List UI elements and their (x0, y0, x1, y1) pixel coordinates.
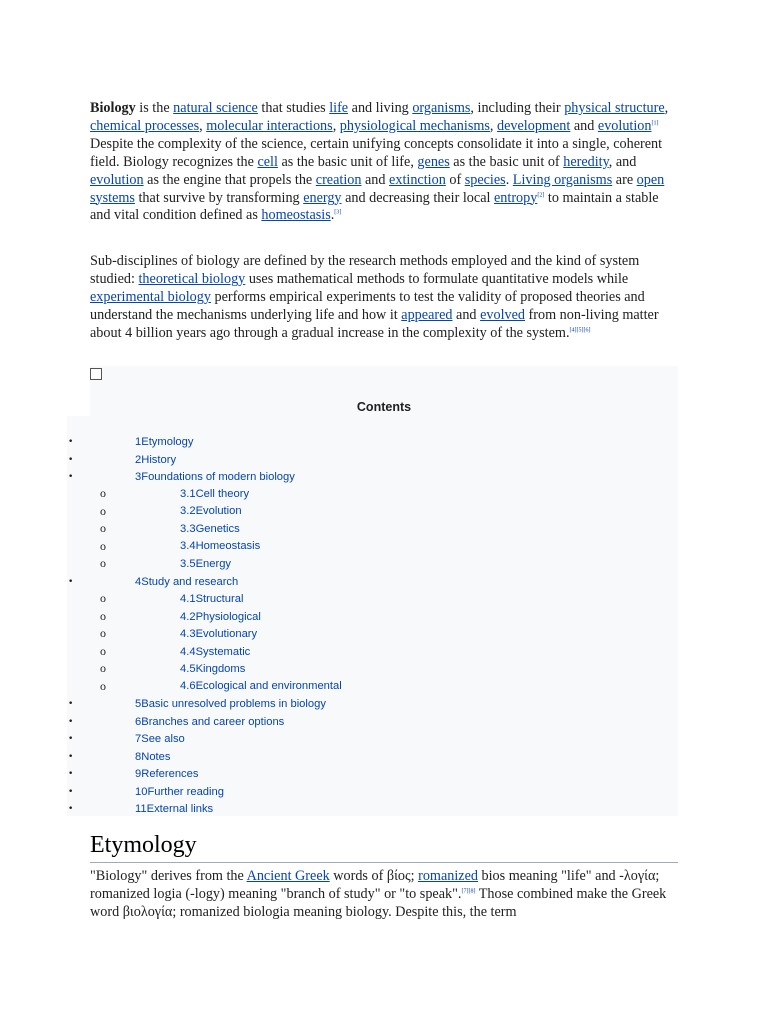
toc-bullet: • (68, 769, 74, 779)
link-development[interactable]: development (497, 117, 571, 134)
toc-number: 7 (135, 733, 142, 745)
toc-label: References (141, 768, 199, 780)
toc-number: 10 (135, 786, 148, 798)
link-appeared[interactable]: appeared (401, 306, 453, 323)
text: , and (608, 153, 637, 170)
link-romanized[interactable]: romanized (418, 868, 478, 884)
toc-item-genetics[interactable] (180, 523, 240, 535)
citation-link[interactable]: [4][5][6] (569, 326, 591, 333)
toc-sub-bullet: o (100, 539, 106, 553)
text: are (612, 171, 637, 188)
link-cell[interactable]: cell (257, 153, 278, 170)
toc-sub-bullet: o (100, 556, 106, 570)
toc-item-external-links[interactable] (135, 803, 213, 815)
text: that studies (257, 100, 330, 116)
link-creation[interactable]: creation (315, 171, 362, 188)
text: as the engine that propels the (143, 171, 316, 188)
toc-item-evolution[interactable] (180, 505, 242, 517)
toc-label: Genetics (195, 523, 240, 535)
link-heredity[interactable]: heredity (563, 153, 609, 170)
toc-bullet: • (68, 717, 74, 727)
toc-bullet: • (68, 577, 74, 587)
toc-item-unresolved-problems[interactable] (135, 698, 326, 710)
text: and (570, 117, 598, 134)
text: "Biology" derives from the (90, 868, 247, 884)
citation-link[interactable]: [2] (537, 191, 545, 198)
toc-number: 4.4 (180, 646, 196, 658)
text: and (361, 171, 390, 188)
toc-label: Notes (141, 751, 171, 763)
toc-number: 5 (135, 698, 142, 710)
text: . (505, 171, 513, 188)
link-ancient-greek[interactable]: Ancient Greek (246, 868, 330, 884)
toc-item-references[interactable] (135, 768, 198, 780)
link-theoretical-biology[interactable]: theoretical biology (138, 270, 246, 287)
toc-number: 2 (135, 454, 142, 466)
toc-sub-bullet: o (100, 504, 106, 518)
toc-item-evolutionary[interactable] (180, 628, 257, 640)
text: as the basic unit of life, (277, 153, 418, 170)
toc-label: Further reading (147, 786, 224, 798)
toc-item-history[interactable] (135, 454, 176, 466)
toc-sub-bullet: o (100, 626, 106, 640)
link-life[interactable]: life (329, 100, 349, 116)
link-evolution[interactable]: evolution (597, 117, 652, 134)
text: Those combined make the Greek word βιολογία; romanized biologia meaning biology. Despite this, the term (90, 885, 667, 920)
toc-bullet: • (68, 752, 74, 762)
text: , (199, 117, 207, 134)
link-species[interactable]: species (464, 171, 506, 188)
toc-number: 4.5 (180, 663, 196, 675)
toc-item-further-reading[interactable] (135, 786, 224, 798)
toc-item-ecological[interactable] (180, 680, 342, 692)
text: , including their (470, 100, 565, 116)
text: . (330, 207, 335, 224)
toc-bullet: • (68, 804, 74, 814)
text: is the (135, 100, 174, 116)
toc-number: 3.2 (180, 505, 196, 517)
link-molecular-interactions[interactable]: molecular interactions (206, 117, 333, 134)
toc-label: Branches and career options (141, 716, 285, 728)
toc-item-energy[interactable] (180, 558, 231, 570)
link-evolution-2[interactable]: evolution (90, 171, 144, 188)
toc-item-foundations[interactable] (135, 471, 295, 483)
toc-item-study-research[interactable] (135, 576, 238, 588)
toc-number: 3.1 (180, 488, 196, 500)
citation-ref[interactable] (334, 210, 341, 216)
intro-paragraph-2 (90, 253, 678, 343)
toc-item-etymology[interactable] (135, 436, 193, 448)
section-heading-etymology: Etymology (90, 830, 678, 863)
toc-number: 6 (135, 716, 142, 728)
etymology-paragraph (90, 868, 678, 922)
toc-label: Homeostasis (195, 540, 261, 552)
toc-label: Ecological and environmental (195, 680, 342, 692)
link-organisms[interactable]: organisms (412, 100, 471, 116)
toc-number: 3 (135, 471, 142, 483)
link-homeostasis[interactable]: homeostasis (261, 207, 331, 224)
toc-label: Basic unresolved problems in biology (141, 698, 326, 710)
toc-item-see-also[interactable] (135, 733, 185, 745)
toc-sub-bullet: o (100, 486, 106, 500)
toc-number: 9 (135, 768, 142, 780)
toc-number: 4.2 (180, 611, 196, 623)
toc-label: Structural (195, 593, 244, 605)
toc-item-systematic[interactable] (180, 646, 250, 658)
toc-bullet: • (68, 472, 74, 482)
citation-link[interactable]: [7][8] (461, 888, 476, 895)
toc-number: 8 (135, 751, 142, 763)
intro-paragraph-1 (90, 100, 678, 225)
link-physiological-mechanisms[interactable]: physiological mechanisms (339, 117, 490, 134)
toc-number: 3.3 (180, 523, 196, 535)
toc-item-structural[interactable] (180, 593, 243, 605)
citation-link[interactable]: [1] (651, 120, 659, 127)
toc-item-cell-theory[interactable] (180, 488, 249, 500)
toc-sub-bullet: o (100, 521, 106, 535)
toc-sub-bullet: o (100, 661, 106, 675)
link-entropy[interactable]: entropy (493, 189, 538, 206)
citation-ref[interactable] (651, 120, 658, 126)
toc-label: Cell theory (195, 488, 250, 500)
link-open-systems[interactable]: open systems (90, 171, 665, 206)
link-experimental-biology[interactable]: experimental biology (90, 288, 211, 305)
toc-item-notes[interactable] (135, 751, 170, 763)
citation-link[interactable]: [3] (334, 209, 342, 216)
text: and living (348, 100, 413, 116)
text: , (664, 100, 669, 116)
text: as the basic unit of (449, 153, 564, 170)
toc-item-homeostasis[interactable] (180, 540, 260, 552)
citation-ref[interactable] (570, 327, 591, 333)
toc-label: Evolutionary (195, 628, 258, 640)
citation-ref[interactable] (461, 888, 475, 894)
toc-number: 4.1 (180, 593, 196, 605)
toc-number: 3.5 (180, 558, 196, 570)
toc-item-branches[interactable] (135, 716, 284, 728)
toc-bullet: • (68, 699, 74, 709)
toc-item-physiological[interactable] (180, 611, 261, 623)
link-evolved[interactable]: evolved (480, 306, 525, 323)
text: , (332, 117, 340, 134)
text: that survive by transforming (134, 189, 304, 206)
toc-sub-bullet: o (100, 609, 106, 623)
toc-bullet: • (68, 734, 74, 744)
term-biology: Biology (90, 100, 136, 116)
link-extinction[interactable]: extinction (389, 171, 446, 188)
toc-number: 11 (135, 803, 147, 815)
text: of (445, 171, 465, 188)
link-chemical-processes[interactable]: chemical processes (90, 117, 200, 134)
text: Despite the complexity of the science, certain unifying concepts consolidate it into a single, coherent field. Biology recognizes the (90, 135, 663, 170)
toc-label: Systematic (195, 646, 251, 658)
toc-number: 3.4 (180, 540, 196, 552)
toc-label: Etymology (141, 436, 194, 448)
toc-label: Evolution (195, 505, 242, 517)
text: , (489, 117, 498, 134)
toc-title: Contents (356, 400, 412, 414)
link-living-organisms[interactable]: Living organisms (512, 171, 613, 188)
link-natural-science[interactable]: natural science (173, 100, 258, 116)
text: and decreasing their local (341, 189, 494, 206)
toc-label: Energy (195, 558, 232, 570)
toc-label: Kingdoms (195, 663, 246, 675)
toc-toggle-checkbox[interactable] (90, 368, 102, 380)
toc-number: 1 (135, 436, 142, 448)
link-energy[interactable]: energy (303, 189, 342, 206)
toc-number: 4.3 (180, 628, 196, 640)
toc-number: 4 (135, 576, 142, 588)
toc-item-kingdoms[interactable] (180, 663, 245, 675)
toc-sub-bullet: o (100, 591, 106, 605)
link-genes[interactable]: genes (417, 153, 450, 170)
toc-number: 4.6 (180, 680, 196, 692)
toc-bullet: • (68, 437, 74, 447)
text: bios meaning "life" and -λογία; romanized logia (-logy) meaning "branch of study" or "to speak". (90, 868, 660, 902)
toc-label: Physiological (195, 611, 261, 623)
text: and (452, 306, 481, 323)
toc-label: See also (141, 733, 185, 745)
toc-label: Study and research (141, 576, 239, 588)
text: performs empirical experiments to test the validity of proposed theories and understand the mechanisms underlying life and how it (90, 288, 645, 323)
text: to maintain a stable and vital condition defined as (90, 189, 659, 224)
text: Sub-disciplines of biology are defined by the research methods employed and the kind of system studied: (90, 253, 640, 287)
table-of-contents (90, 366, 678, 816)
toc-bullet: • (68, 787, 74, 797)
toc-bullet: • (68, 455, 74, 465)
toc-label: History (141, 454, 177, 466)
text: words of βίος; (329, 868, 419, 884)
toc-sub-bullet: o (100, 679, 106, 693)
toc-sub-bullet: o (100, 644, 106, 658)
text: from non-living matter about 4 billion years ago through a gradual increase in the complexity of the system. (90, 306, 659, 341)
text: uses mathematical methods to formulate quantitative models while (245, 270, 629, 287)
toc-label: Foundations of modern biology (141, 471, 295, 483)
toc-label: External links (146, 803, 214, 815)
link-physical-structure[interactable]: physical structure (564, 100, 665, 116)
